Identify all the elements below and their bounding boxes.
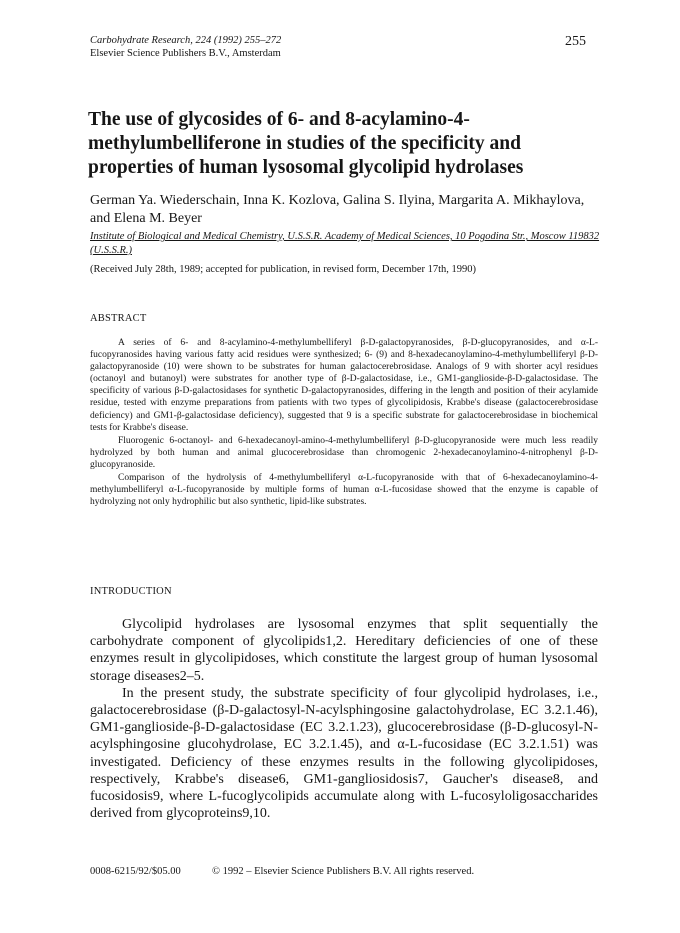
received-dates: (Received July 28th, 1989; accepted for publication, in revised form, December 17th, 1990) (90, 264, 477, 275)
publisher-line: Elsevier Science Publishers B.V., Amsterdam (90, 48, 281, 59)
abstract-body (90, 337, 598, 508)
author-list: German Ya. Wiederschain, Inna K. Kozlova, Galina S. Ilyina, Margarita A. Mikhaylova, and Elena M. Beyer (90, 193, 585, 226)
abstract-paragraph: Fluorogenic 6-octanoyl- and 6-hexadecanoyl-amino-4-methylumbelliferyl β-D-glucopyranoside were much less readily hydrolyzed by both human and animal glucocerebrosidase than chromogenic 2-hexadecanoylamino-4-nitrophenyl β-D-glucopyranoside. (90, 435, 598, 470)
journal-citation: Carbohydrate Research, 224 (1992) 255–272 (90, 35, 282, 46)
copyright-notice: © 1992 – Elsevier Science Publishers B.V. All rights reserved. (212, 866, 475, 877)
abstract-paragraph: A series of 6- and 8-acylamino-4-methylumbelliferyl β-D-galactopyranosides, β-D-glucopyranosides, and α-L-fucopyranosides having various fatty acid residues were synthesized; 6- (9) and 8-hexadecanoylamino-4-methylumbelliferyl β-D-galactopyranoside (10) were shown to be substrates for human galactocerebrosidase. Analogs of 9 with shorter acyl residues (octanoyl and butanoyl) were substrates for another type of β-D-galactosidase, i.e., GM1-ganglioside-β-D-galactosidase. The specificity of various β-D-galactosidases for synthetic D-galactopyranosides, differing in the length and position of their acylamide residue, tested with enzyme preparations from patients with two types of glycolipidosis, Krabbe's disease (galactocerebrosidase deficiency) and GM1-β-galactosidase deficiency), suggested that 9 is a specific substrate for galactocerebrosidase in biochemical tests for Krabbe's disease. (90, 338, 598, 433)
page-number: 255 (565, 34, 586, 49)
introduction-heading: INTRODUCTION (90, 586, 172, 597)
affiliation: Institute of Biological and Medical Chemistry, U.S.S.R. Academy of Medical Sciences, 10 Pogodina Str., Moscow 119832 (U.S.S.R.) (90, 231, 600, 256)
abstract-paragraph: Comparison of the hydrolysis of 4-methylumbelliferyl α-L-fucopyranoside with that of 6-hexadecanoylamino-4-methylumbelliferyl α-L-fucopyranoside by multiple forms of human α-L-fucosidase showed that the enzyme is capable of hydrolyzing not only hydrophilic but also synthetic, lipid-like substrates. (90, 473, 598, 508)
abstract-heading: ABSTRACT (90, 313, 147, 324)
introduction-paragraph: In the present study, the substrate specificity of four glycolipid hydrolases, i.e., galactocerebrosidase (β-D-galactosyl-N-acylsphingosine galactohydrolase, EC 3.2.1.46), GM1-ganglioside-β-D-galactosidase (EC 3.2.1.23), glucocerebrosidase (β-D-glucosyl-N-acylsphingosine glucohydrolase, EC 3.2.1.45), and α-L-fucosidase (EC 3.2.1.51) was investigated. Deficiency of these enzymes results in the following glycolipidoses, respectively, Krabbe's disease6, GM1-gangliosidosis7, Gaucher's disease8, and fucosidosis9, where L-fucoglycolipids accumulate along with L-fucosyloligosaccharides derived from glycoproteins9,10. (90, 685, 598, 822)
introduction-body (90, 616, 598, 822)
introduction-paragraph: Glycolipid hydrolases are lysosomal enzymes that split sequentially the carbohydrate component of glycolipids1,2. Hereditary deficiencies of one of these enzymes result in glycolipidoses, which constitute the largest group of human lysosomal storage diseases2–5. (90, 617, 598, 684)
article-code: 0008-6215/92/$05.00 (90, 866, 181, 877)
paper-title: The use of glycosides of 6- and 8-acylamino-4-methylumbelliferone in studies of the specificity and properties of human lysosomal glycolipid hydrolases (88, 109, 524, 178)
